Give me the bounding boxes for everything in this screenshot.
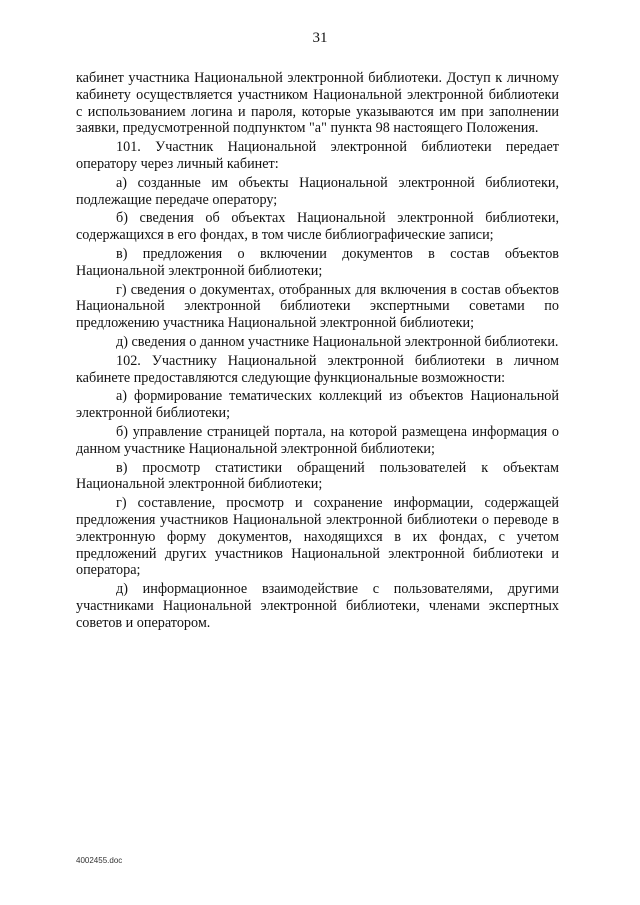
paragraph-101-b: б) сведения об объектах Национальной электронной библиотеки, содержащихся в его фондах, в том числе библиографические записи; bbox=[76, 210, 559, 244]
paragraph-101-d: д) сведения о данном участнике Национальной электронной библиотеки. bbox=[116, 333, 559, 350]
paragraph-102-g: г) составление, просмотр и сохранение информации, содержащей предложения участников Национальной электронной библиотеки о переводе в электронную форму документов, находящихся в их фондах, с учетом предложений других участников Национальной электронной библиотеки и оператора; bbox=[76, 495, 559, 579]
paragraph-continuation: кабинет участника Национальной электронной библиотеки. Доступ к личному кабинету осуществляется участником Национальной электронной библиотеки с использованием логина и пароля, которые указываются им при заполнении заявки, предусмотренной подпунктом "а" пункта 98 настоящего Положения. bbox=[76, 70, 559, 137]
paragraph-101: 101. Участник Национальной электронной библиотеки передает оператору через личный кабинет: bbox=[76, 139, 559, 172]
paragraph-102-v: в) просмотр статистики обращений пользователей к объектам Национальной электронной библиотеки; bbox=[76, 459, 559, 493]
footer-filename: 4002455.doc bbox=[76, 856, 123, 865]
paragraph-102-d: д) информационное взаимодействие с пользователями, другими участниками Национальной электронной библиотеки, членами экспертных советов и оператором. bbox=[76, 581, 559, 631]
paragraph-102-a: а) формирование тематических коллекций из объектов Национальной электронной библиотеки; bbox=[76, 388, 559, 422]
paragraph-101-a: а) созданные им объекты Национальной электронной библиотеки, подлежащие передаче оператору; bbox=[76, 174, 559, 208]
paragraph-101-g: г) сведения о документах, отобранных для включения в состав объектов Национальной электронной библиотеки экспертными советами по предложению участника Национальной электронной библиотеки; bbox=[76, 281, 559, 332]
document-body bbox=[76, 70, 559, 634]
paragraph-101-v: в) предложения о включении документов в состав объектов Национальной электронной библиотеки; bbox=[76, 245, 559, 279]
paragraph-102-b: б) управление страницей портала, на которой размещена информация о данном участнике Национальной электронной библиотеки; bbox=[76, 423, 559, 457]
paragraph-102: 102. Участнику Национальной электронной библиотеки в личном кабинете предоставляются следующие функциональные возможности: bbox=[76, 352, 559, 386]
page-number: 31 bbox=[312, 30, 328, 46]
